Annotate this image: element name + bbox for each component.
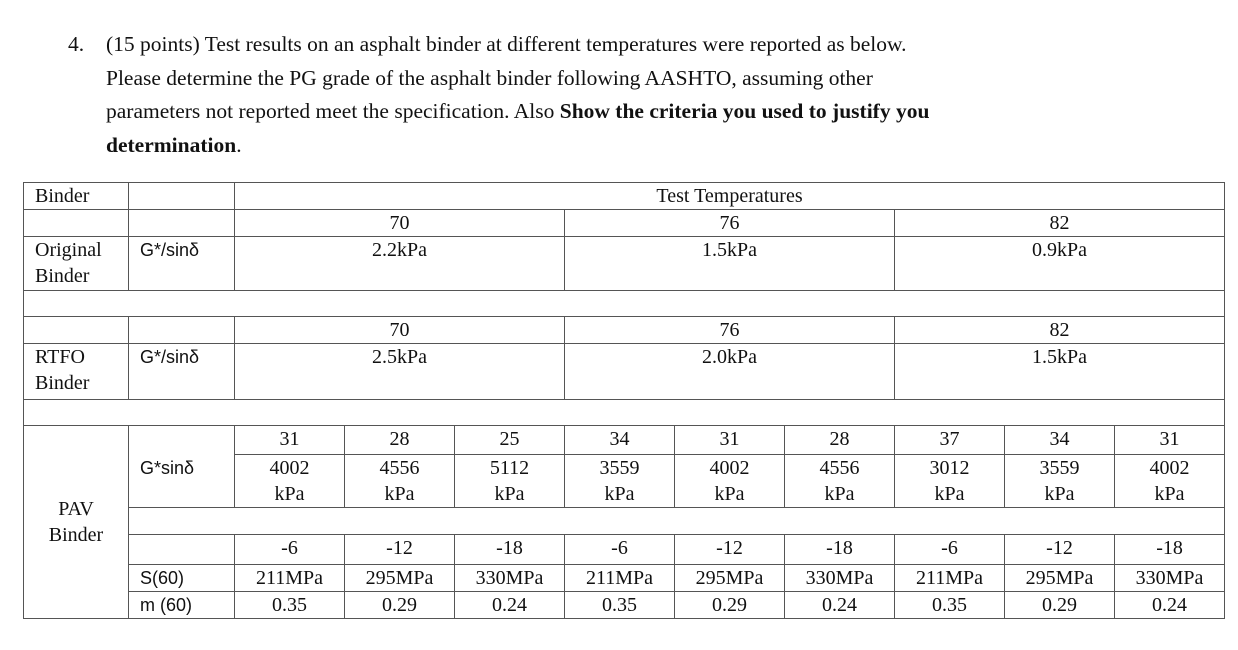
pav-m-value: 0.24 bbox=[1115, 592, 1225, 619]
binder-header: Binder bbox=[24, 183, 129, 210]
test-temperatures-header: Test Temperatures bbox=[235, 183, 1225, 210]
pav-g-value: 3559 kPa bbox=[1005, 455, 1115, 508]
pav-s-param: S(60) bbox=[129, 565, 235, 592]
pav-g-value: 4002 kPa bbox=[235, 455, 345, 508]
pav-low-temp: -12 bbox=[345, 535, 455, 565]
question-line-2: Please determine the PG grade of the asphalt binder following AASHTO, assuming other bbox=[106, 65, 873, 90]
test-results-table bbox=[23, 182, 1225, 619]
original-temp-2: 76 bbox=[565, 210, 895, 237]
question-line-4-end: . bbox=[236, 132, 242, 157]
pav-low-temp: -12 bbox=[675, 535, 785, 565]
original-value-row bbox=[24, 237, 1225, 291]
question-line-4-bold: determination bbox=[106, 132, 237, 157]
rtfo-temp-3: 82 bbox=[895, 317, 1225, 344]
pav-g-value: 3559 kPa bbox=[565, 455, 675, 508]
rtfo-temp-2: 76 bbox=[565, 317, 895, 344]
original-temp-3: 82 bbox=[895, 210, 1225, 237]
pav-g-value: 4002 kPa bbox=[675, 455, 785, 508]
pav-g-temp: 37 bbox=[895, 426, 1005, 455]
pav-g-value-row bbox=[24, 455, 1225, 508]
rtfo-value-2: 2.0kPa bbox=[565, 344, 895, 400]
pav-m-value: 0.24 bbox=[785, 592, 895, 619]
spacer-row bbox=[24, 400, 1225, 426]
rtfo-temp-1: 70 bbox=[235, 317, 565, 344]
original-param: G*/sinδ bbox=[129, 237, 235, 291]
pav-s-value: 295MPa bbox=[675, 565, 785, 592]
pav-g-temp-row bbox=[24, 426, 1225, 455]
rtfo-param: G*/sinδ bbox=[129, 344, 235, 400]
original-binder-label: Original Binder bbox=[24, 237, 129, 291]
pav-s-value: 295MPa bbox=[1005, 565, 1115, 592]
pav-low-temp: -18 bbox=[1115, 535, 1225, 565]
pav-s-value: 295MPa bbox=[345, 565, 455, 592]
pav-spacer-row bbox=[24, 508, 1225, 535]
pav-m-value: 0.29 bbox=[345, 592, 455, 619]
original-temp-row bbox=[24, 210, 1225, 237]
question-block bbox=[70, 28, 1190, 162]
pav-low-temp-row bbox=[24, 535, 1225, 565]
header-row bbox=[24, 183, 1225, 210]
pav-low-temp: -12 bbox=[1005, 535, 1115, 565]
original-value-3: 0.9kPa bbox=[895, 237, 1225, 291]
pav-s-row bbox=[24, 565, 1225, 592]
question-line-1: (15 points) Test results on an asphalt binder at different temperatures were reported as below. bbox=[106, 32, 907, 56]
pav-g-temp: 34 bbox=[565, 426, 675, 455]
original-temp-1: 70 bbox=[235, 210, 565, 237]
spacer-row bbox=[24, 291, 1225, 317]
pav-low-temp: -6 bbox=[565, 535, 675, 565]
pav-binder-label: PAV Binder bbox=[24, 426, 129, 619]
rtfo-binder-label: RTFO Binder bbox=[24, 344, 129, 400]
pav-g-temp: 31 bbox=[675, 426, 785, 455]
pav-m-value: 0.35 bbox=[235, 592, 345, 619]
rtfo-value-3: 1.5kPa bbox=[895, 344, 1225, 400]
pav-m-value: 0.29 bbox=[675, 592, 785, 619]
pav-s-value: 211MPa bbox=[895, 565, 1005, 592]
pav-g-value: 4002 kPa bbox=[1115, 455, 1225, 508]
pav-g-temp: 31 bbox=[235, 426, 345, 455]
pav-m-row bbox=[24, 592, 1225, 619]
pav-g-param: G*sinδ bbox=[129, 455, 235, 508]
pav-m-value: 0.35 bbox=[565, 592, 675, 619]
pav-g-temp: 34 bbox=[1005, 426, 1115, 455]
pav-g-value: 4556 kPa bbox=[785, 455, 895, 508]
pav-g-temp: 28 bbox=[345, 426, 455, 455]
pav-low-temp: -18 bbox=[785, 535, 895, 565]
original-value-2: 1.5kPa bbox=[565, 237, 895, 291]
pav-g-temp: 25 bbox=[455, 426, 565, 455]
rtfo-temp-row bbox=[24, 317, 1225, 344]
question-line-3-bold: Show the criteria you used to justify you bbox=[559, 99, 930, 123]
pav-s-value: 330MPa bbox=[1115, 565, 1225, 592]
pav-m-param: m (60) bbox=[129, 592, 235, 619]
pav-g-temp: 28 bbox=[785, 426, 895, 455]
pav-g-value: 4556 kPa bbox=[345, 455, 455, 508]
pav-g-value: 5112 kPa bbox=[455, 455, 565, 508]
pav-m-value: 0.29 bbox=[1005, 592, 1115, 619]
question-line-4 bbox=[106, 129, 1190, 163]
pav-low-temp: -6 bbox=[235, 535, 345, 565]
pav-s-value: 211MPa bbox=[235, 565, 345, 592]
question-line-3 bbox=[106, 95, 1190, 129]
pav-m-value: 0.24 bbox=[455, 592, 565, 619]
question-line-3-plain: parameters not reported meet the specification. Also bbox=[106, 99, 560, 123]
pav-g-value: 3012 kPa bbox=[895, 455, 1005, 508]
pav-s-value: 211MPa bbox=[565, 565, 675, 592]
question-text bbox=[106, 28, 1190, 162]
rtfo-value-1: 2.5kPa bbox=[235, 344, 565, 400]
pav-m-value: 0.35 bbox=[895, 592, 1005, 619]
pav-g-temp: 31 bbox=[1115, 426, 1225, 455]
rtfo-value-row bbox=[24, 344, 1225, 400]
pav-low-temp: -18 bbox=[455, 535, 565, 565]
pav-low-temp: -6 bbox=[895, 535, 1005, 565]
original-value-1: 2.2kPa bbox=[235, 237, 565, 291]
pav-s-value: 330MPa bbox=[455, 565, 565, 592]
question-number: 4. bbox=[68, 32, 85, 56]
pav-s-value: 330MPa bbox=[785, 565, 895, 592]
